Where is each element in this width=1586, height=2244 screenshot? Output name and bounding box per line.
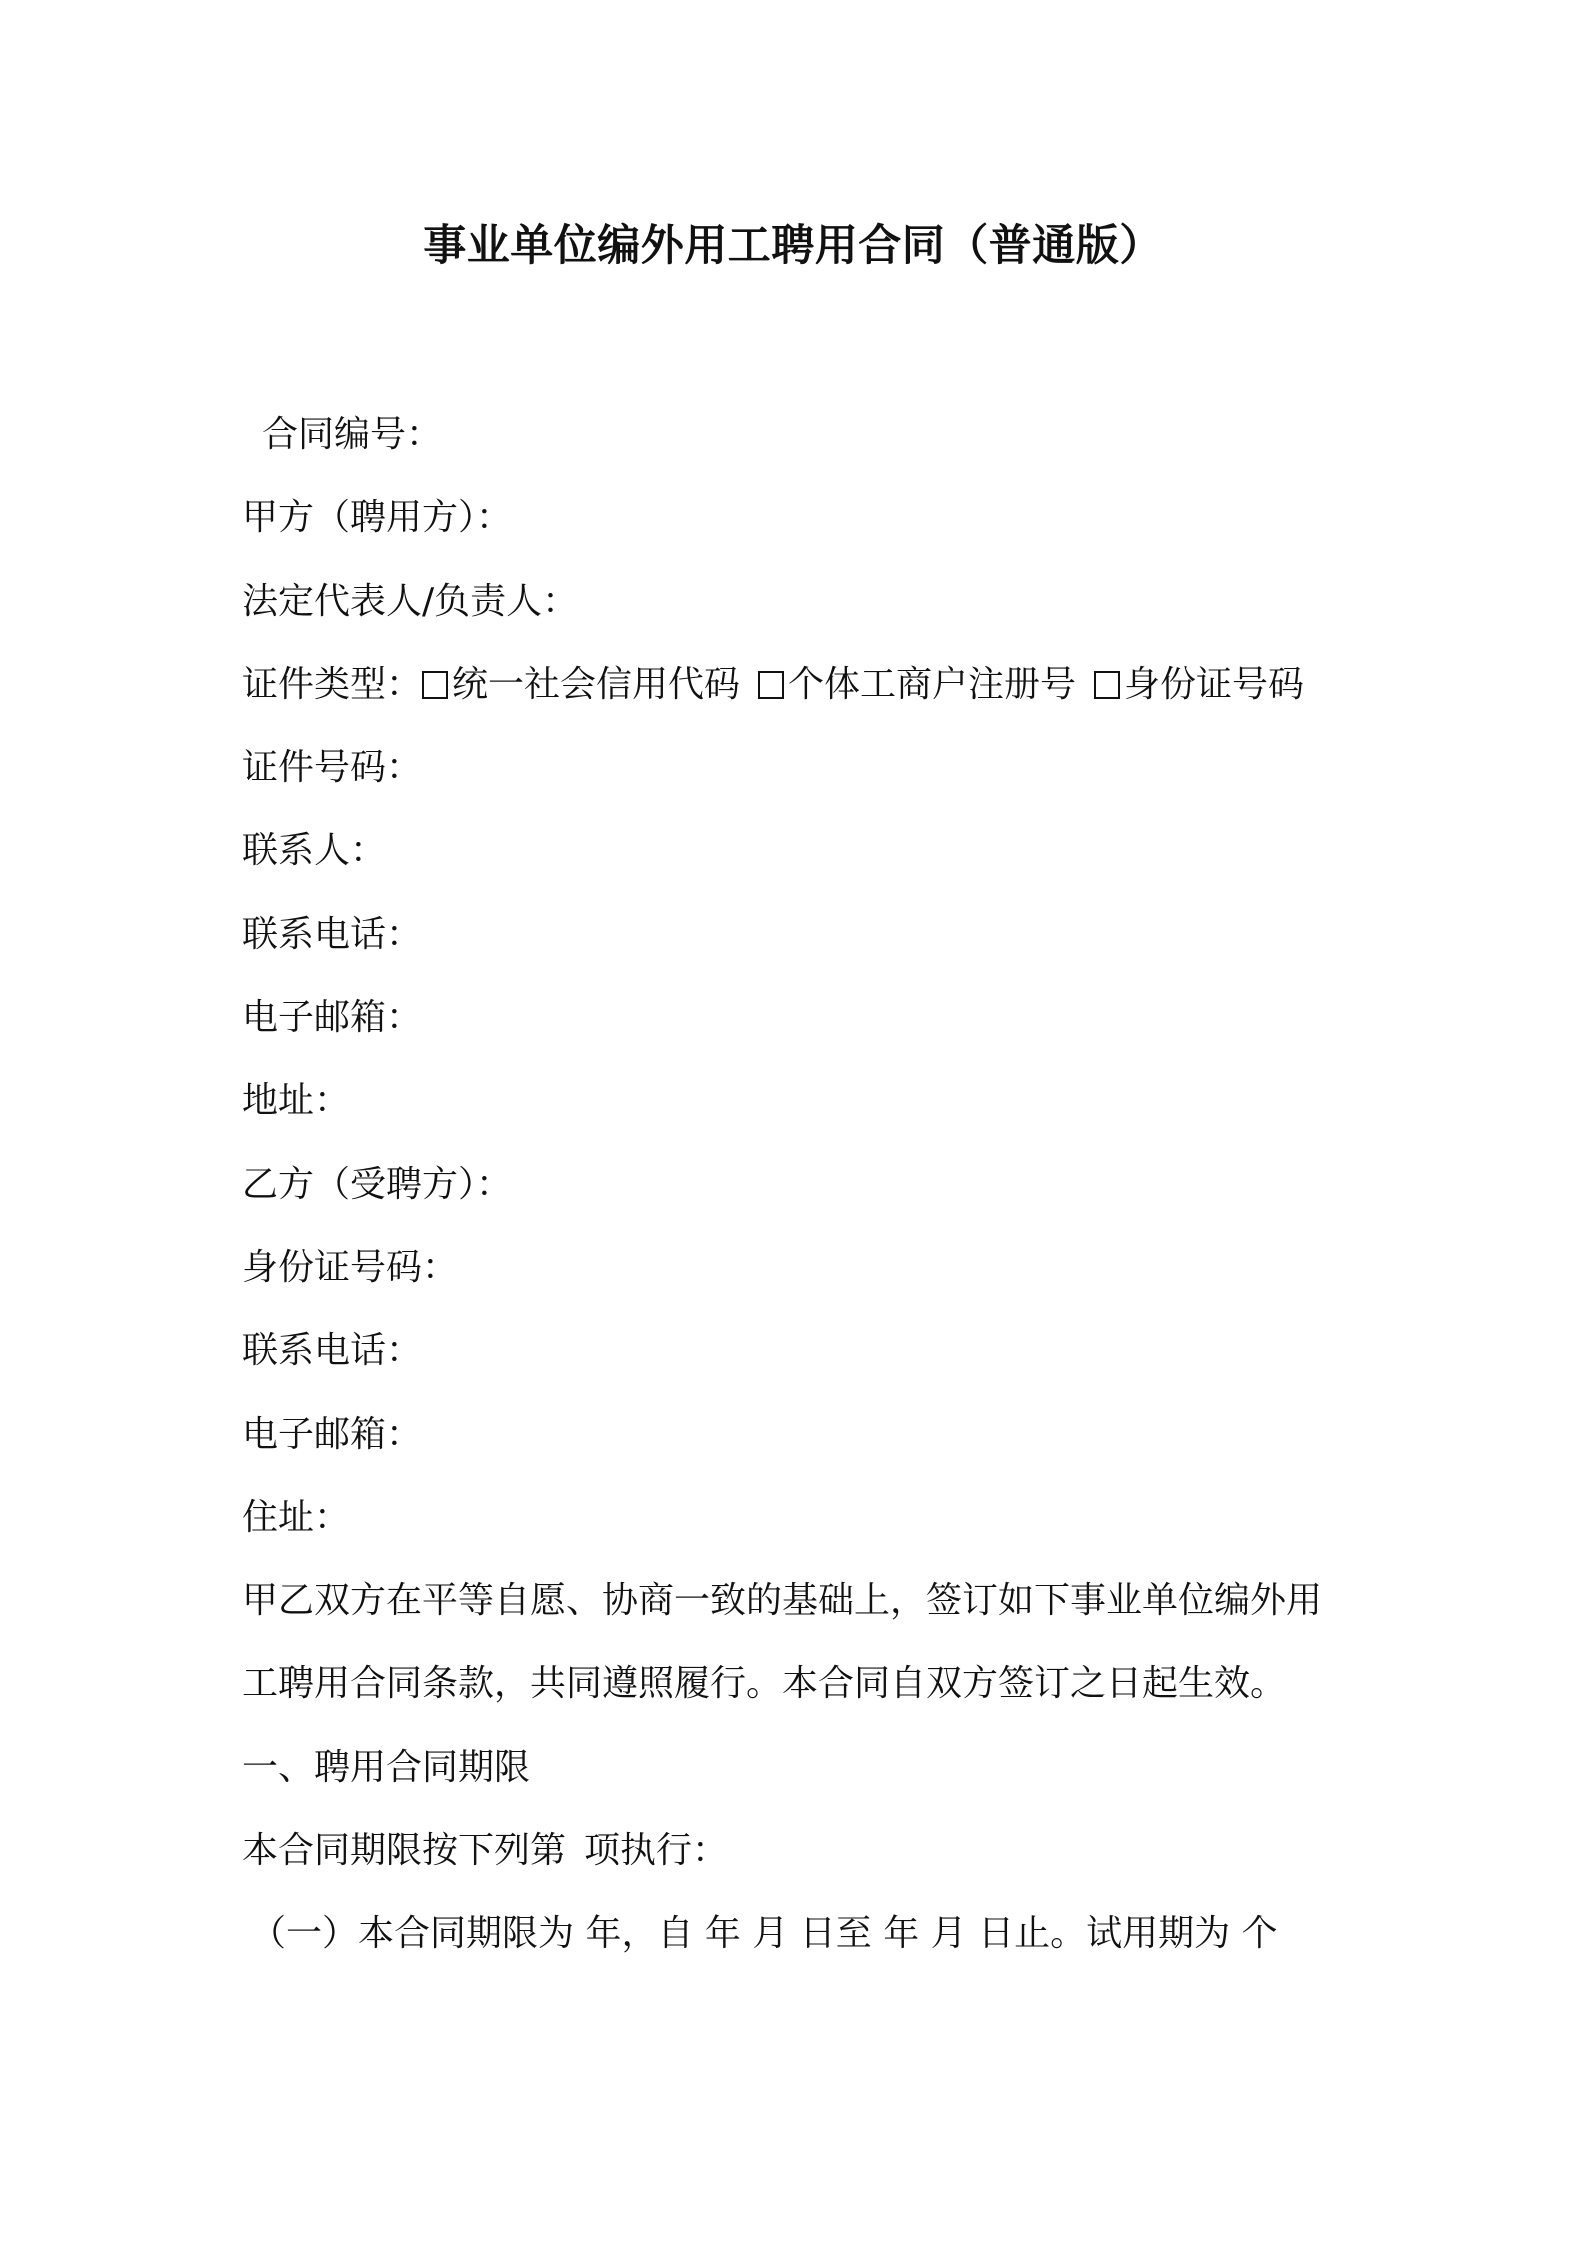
legal-rep-line: 法定代表人/负责人：	[242, 580, 579, 622]
checkbox-credit-code[interactable]	[422, 671, 448, 699]
section-1-heading: 一、聘用合同期限	[242, 1746, 531, 1788]
contract-number-line: 合同编号：	[262, 414, 443, 455]
document-title: 事业单位编外用工聘用合同（普通版）	[423, 221, 1163, 271]
party-b-phone-line: 联系电话：	[242, 1330, 423, 1372]
preamble-line-1: 甲乙双方在平等自愿、协商一致的基础上，签订如下事业单位编外用	[242, 1580, 1323, 1622]
party-a-phone-line: 联系电话：	[242, 913, 423, 955]
party-b-email-line: 电子邮箱：	[242, 1413, 423, 1455]
party-a-email-line: 电子邮箱：	[242, 997, 423, 1039]
id-type-line	[242, 655, 1362, 738]
section-1-intro-b: 项执行：	[584, 1830, 729, 1872]
document-body	[242, 405, 1362, 1988]
option-credit-code: 统一社会信用代码	[452, 663, 741, 705]
checkbox-id-card[interactable]	[1094, 671, 1120, 699]
option-business-reg: 个体工商户注册号	[788, 663, 1077, 705]
option-id-card: 身份证号码	[1124, 663, 1305, 705]
party-b-id-number-line: 身份证号码：	[242, 1246, 459, 1288]
section-1-intro	[242, 1821, 1362, 1904]
party-b-line: 乙方（受聘方）：	[242, 1163, 513, 1205]
checkbox-business-reg[interactable]	[758, 671, 784, 699]
id-type-label: 证件类型：	[242, 663, 423, 705]
party-a-line: 甲方（聘用方）：	[242, 497, 513, 539]
id-number-line: 证件号码：	[242, 747, 423, 789]
section-1-intro-a: 本合同期限按下列第	[242, 1830, 567, 1872]
party-a-address-line: 地址：	[242, 1080, 351, 1122]
contact-person-line: 联系人：	[242, 830, 387, 872]
preamble-line-2: 工聘用合同条款，共同遵照履行。本合同自双方签订之日起生效。	[242, 1663, 1287, 1705]
clause-1-line: （一）本合同期限为 年，自 年 月 日至 年 月 日止。试用期为 个	[250, 1913, 1278, 1955]
party-b-address-line: 住址：	[242, 1496, 351, 1538]
